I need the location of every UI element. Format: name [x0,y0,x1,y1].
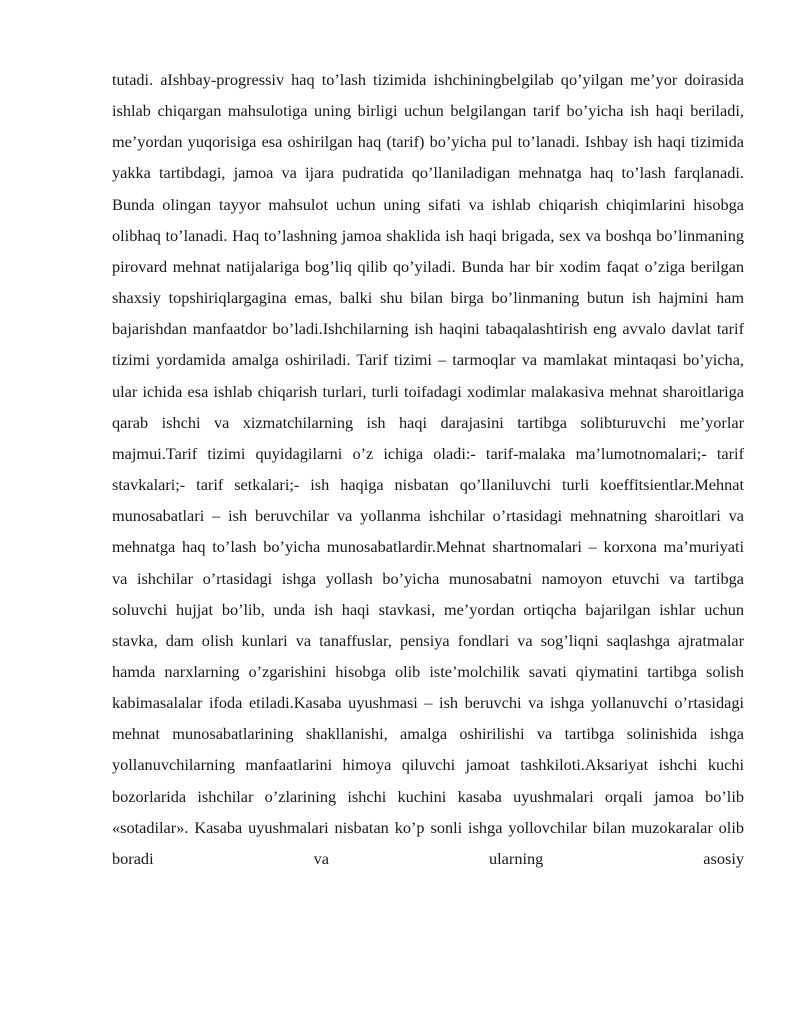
document-page [112,64,744,874]
body-paragraph: tutadi. aIshbay-progressiv haq to’lash tizimida ishchiningbelgilab qo’yilgan me’yor doirasida ishlab chiqargan mahsulotiga uning birligi uchun belgilangan tarif bo’yicha ish haqi beriladi, me’yordan yuqorisiga esa oshirilgan haq (tarif) bo’yicha pul to’lanadi. Ishbay ish haqi tizimida yakka tartibdagi, jamoa va ijara pudratida qo’llaniladigan mehnatga haq to’lash farqlanadi. Bunda olingan tayyor mahsulot uchun uning sifati va ishlab chiqarish chiqimlarini hisobga olibhaq to’lanadi. Haq to’lashning jamoa shaklida ish haqi brigada, sex va boshqa bo’linmaning pirovard mehnat natijalariga bog’liq qilib qo’yiladi. Bunda har bir xodim faqat o’ziga berilgan shaxsiy topshiriqlargagina emas, balki shu bilan birga bo’linmaning butun ish hajmini ham bajarishdan manfaatdor bo’ladi.Ishchilarning ish haqini tabaqalashtirish eng avvalo davlat tarif tizimi yordamida amalga oshiriladi. Tarif tizimi – tarmoqlar va mamlakat mintaqasi bo’yicha, ular ichida esa ishlab chiqarish turlari, turli toifadagi xodimlar malakasiva mehnat sharoitlariga qarab ishchi va xizmatchilarning ish haqi darajasini tartibga solibturuvchi me’yorlar majmui.Tarif tizimi quyidagilarni o’z ichiga oladi:- tarif-malaka ma’lumotnomalari;- tarif stavkalari;- tarif setkalari;- ish haqiga nisbatan qo’llaniluvchi turli koeffitsientlar.Mehnat munosabatlari – ish beruvchilar va yollanma ishchilar o’rtasidagi mehnatning sharoitlari va mehnatga haq to’lash bo’yicha munosabatlardir.Mehnat shartnomalari – korxona ma’muriyati va ishchilar o’rtasidagi ishga yollash bo’yicha munosabatni namoyon etuvchi va tartibga soluvchi hujjat bo’lib, unda ish haqi stavkasi, me’yordan ortiqcha bajarilgan ishlar uchun stavka, dam olish kunlari va tanaffuslar, pensiya fondlari va sog’liqni saqlashga ajratmalar hamda narxlarning o’zgarishini hisobga olib iste’molchilik savati qiymatini tartibga solish kabimasalalar ifoda etiladi.Kasaba uyushmasi – ish beruvchi va ishga yollanuvchi o’rtasidagi mehnat munosabatlarining shakllanishi, amalga oshirilishi va tartibga solinishida ishga yollanuvchilarning manfaatlarini himoya qiluvchi jamoat tashkiloti.Aksariyat ishchi kuchi bozorlarida ishchilar o’zlarining ishchi kuchini kasaba uyushmalari orqali jamoa bo’lib «sotadilar». Kasaba uyushmalari nisbatan ko’p sonli ishga yollovchilar bilan muzokaralar olib boradi va ularning asosiy [112,70,744,868]
